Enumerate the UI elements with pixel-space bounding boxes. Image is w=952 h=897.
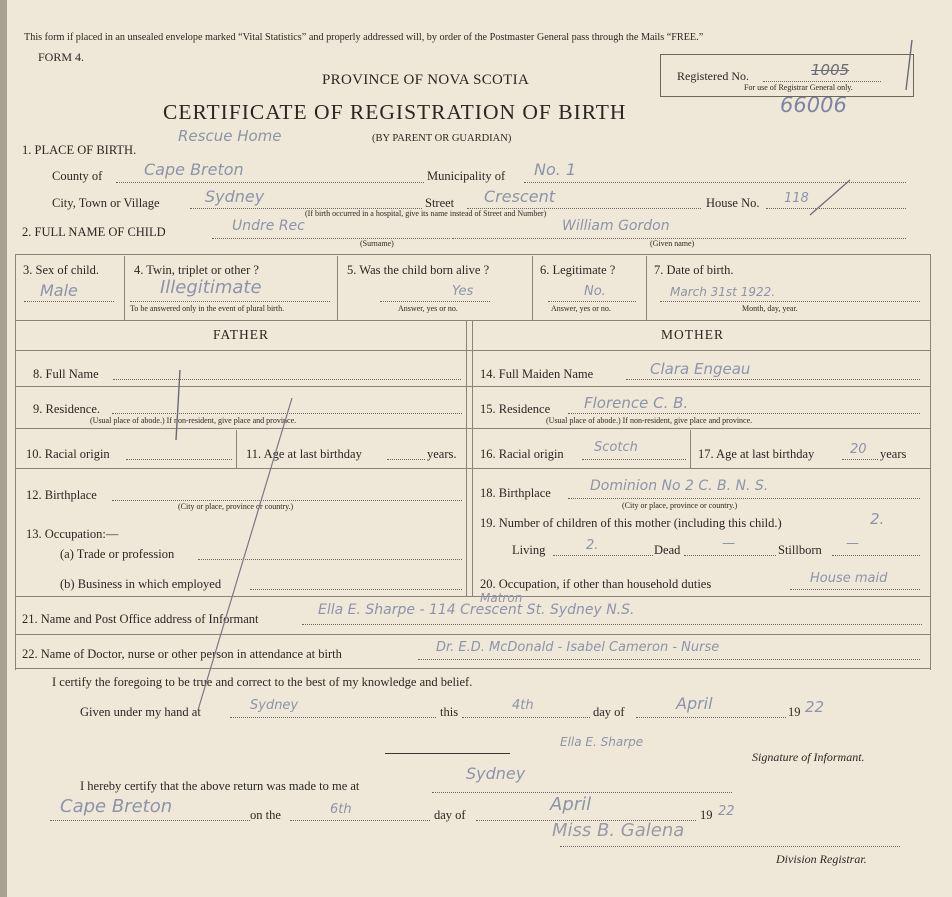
return-day-of: day of [434, 808, 466, 822]
given-place: Sydney [250, 698, 299, 713]
born-alive-note: Answer, yes or no. [398, 304, 458, 313]
municipality-value: No. 1 [534, 160, 577, 179]
mother-residence-note: (Usual place of abode.) If non-resident, give place and province. [546, 416, 753, 425]
father-racial-label: 10. Racial origin [26, 447, 110, 461]
father-birthplace-note: (City or place, province or country.) [178, 502, 294, 511]
informant-label: 21. Name and Post Office address of Informant [22, 612, 259, 626]
mailing-notice: This form if placed in an unsealed envelope marked “Vital Statistics” and properly addressed will, by order of the Postmaster General pass through the Mails “FREE.” [24, 32, 704, 43]
dead-label: Dead [654, 543, 681, 557]
mother-children-label: 19. Number of children of this mother (including this child.) [480, 516, 782, 530]
pen-stroke [198, 398, 292, 710]
born-alive-label: 5. Was the child born alive ? [347, 263, 490, 277]
return-label: I hereby certify that the above return was made to me at [80, 779, 360, 793]
mother-name-value: Clara Engeau [650, 360, 751, 378]
father-birthplace-label: 12. Birthplace [26, 488, 97, 502]
mother-name-label: 14. Full Maiden Name [480, 367, 594, 381]
twin-note: To be answered only in the event of plural birth. [130, 304, 285, 313]
child-name-label: 2. FULL NAME OF CHILD [22, 225, 166, 239]
return-county: Cape Breton [60, 796, 173, 817]
registered-no-value: 1005 [811, 61, 850, 79]
informant-matron: Matron [480, 591, 523, 605]
living-value: 2. [586, 538, 599, 553]
given-day: 4th [512, 698, 534, 713]
mother-residence-value: Florence C. B. [584, 394, 689, 412]
mother-birthplace-value: Dominion No 2 C. B. N. S. [590, 478, 769, 494]
registered-no-note: For use of Registrar General only. [744, 83, 853, 92]
child-surname-value: Undre Rec [232, 218, 305, 234]
pen-stroke [176, 370, 180, 440]
dead-value: — [722, 536, 735, 551]
certificate-number: 66006 [780, 93, 847, 117]
city-label: City, Town or Village [52, 196, 160, 210]
province-heading: PROVINCE OF NOVA SCOTIA [322, 72, 530, 88]
doctor-label: 22. Name of Doctor, nurse or other person in attendance at birth [22, 647, 342, 661]
dob-value: March 31st 1922. [670, 285, 776, 299]
father-name-label: 8. Full Name [33, 367, 99, 381]
street-note: (If birth occurred in a hospital, give its name instead of Street and Number) [305, 209, 547, 218]
house-no-label: House No. [706, 196, 760, 210]
by-parent-note: (BY PARENT OR GUARDIAN) [372, 133, 512, 144]
informant-signature-caption: Signature of Informant. [752, 750, 865, 764]
mother-age-label: 17. Age at last birthday [698, 447, 815, 461]
dob-note: Month, day, year. [742, 304, 798, 313]
living-label: Living [512, 543, 546, 557]
given-year-prefix: 19 [788, 705, 801, 719]
stillborn-label: Stillborn [778, 543, 822, 557]
return-on-the: on the [250, 808, 281, 822]
mother-children-value: 2. [870, 510, 885, 528]
twin-label: 4. Twin, triplet or other ? [134, 263, 259, 277]
informant-signature: Ella E. Sharpe [560, 735, 644, 749]
given-month: April [676, 694, 713, 713]
form-number: FORM 4. [38, 50, 85, 64]
mother-occupation-value: House maid [810, 571, 888, 586]
given-caption: (Given name) [650, 239, 695, 248]
certify-text: I certify the foregoing to be true and correct to the best of my knowledge and belief. [52, 675, 473, 689]
registrar-caption: Division Registrar. [776, 852, 867, 866]
mother-age-unit: years [880, 447, 907, 461]
return-year-prefix: 19 [700, 808, 713, 822]
street-label: Street [425, 196, 455, 210]
certificate-title: CERTIFICATE OF REGISTRATION OF BIRTH [163, 100, 627, 124]
place-of-birth-value: Rescue Home [178, 127, 282, 145]
legitimate-note: Answer, yes or no. [551, 304, 611, 313]
father-age-unit: years. [427, 447, 457, 461]
sex-value: Male [40, 281, 78, 300]
informant-value: Ella E. Sharpe - 114 Crescent St. Sydney N.S. [318, 602, 635, 618]
return-month: April [550, 794, 592, 815]
return-year: 22 [718, 804, 735, 819]
given-this: this [440, 705, 459, 719]
place-of-birth-label: 1. PLACE OF BIRTH. [22, 143, 137, 157]
house-no-value: 118 [784, 191, 809, 206]
stillborn-value: — [846, 536, 859, 551]
dob-label: 7. Date of birth. [654, 263, 734, 277]
mother-occupation-label: 20. Occupation, if other than household duties [480, 577, 712, 591]
born-alive-value: Yes [452, 284, 474, 299]
mother-racial-label: 16. Racial origin [480, 447, 564, 461]
city-value: Sydney [205, 187, 265, 206]
street-value: Crescent [484, 187, 555, 206]
mother-residence-label: 15. Residence [480, 402, 551, 416]
father-business-label: (b) Business in which employed [60, 577, 222, 591]
county-value: Cape Breton [144, 160, 244, 179]
surname-caption: (Surname) [360, 239, 394, 248]
legitimate-label: 6. Legitimate ? [540, 263, 616, 277]
child-given-value: William Gordon [562, 218, 670, 234]
mother-birthplace-note: (City or place, province or country.) [622, 501, 738, 510]
father-residence-note: (Usual place of abode.) If non-resident, give place and province. [90, 416, 297, 425]
legitimate-value: No. [584, 284, 606, 299]
return-place: Sydney [466, 764, 526, 783]
pen-stroke [810, 180, 850, 215]
mother-age-value: 20 [850, 442, 867, 457]
registrar-signature: Miss B. Galena [552, 820, 685, 841]
father-age-label: 11. Age at last birthday [246, 447, 362, 461]
father-residence-label: 9. Residence. [33, 402, 100, 416]
mother-racial-value: Scotch [594, 440, 638, 455]
mother-birthplace-label: 18. Birthplace [480, 486, 551, 500]
father-occupation-label: 13. Occupation:— [26, 527, 119, 541]
father-header: FATHER [213, 327, 270, 342]
given-label: Given under my hand at [80, 705, 201, 719]
pen-stroke [906, 40, 912, 90]
given-day-of: day of [593, 705, 625, 719]
county-label: County of [52, 169, 103, 183]
twin-value: Illegitimate [160, 277, 262, 298]
return-day: 6th [330, 802, 352, 817]
sex-label: 3. Sex of child. [23, 263, 100, 277]
mother-header: MOTHER [661, 327, 724, 342]
father-trade-label: (a) Trade or profession [60, 547, 175, 561]
given-year: 22 [805, 698, 825, 716]
municipality-label: Municipality of [427, 169, 506, 183]
registered-no-label: Registered No. [677, 69, 749, 83]
doctor-value: Dr. E.D. McDonald - Isabel Cameron - Nurse [436, 640, 720, 655]
